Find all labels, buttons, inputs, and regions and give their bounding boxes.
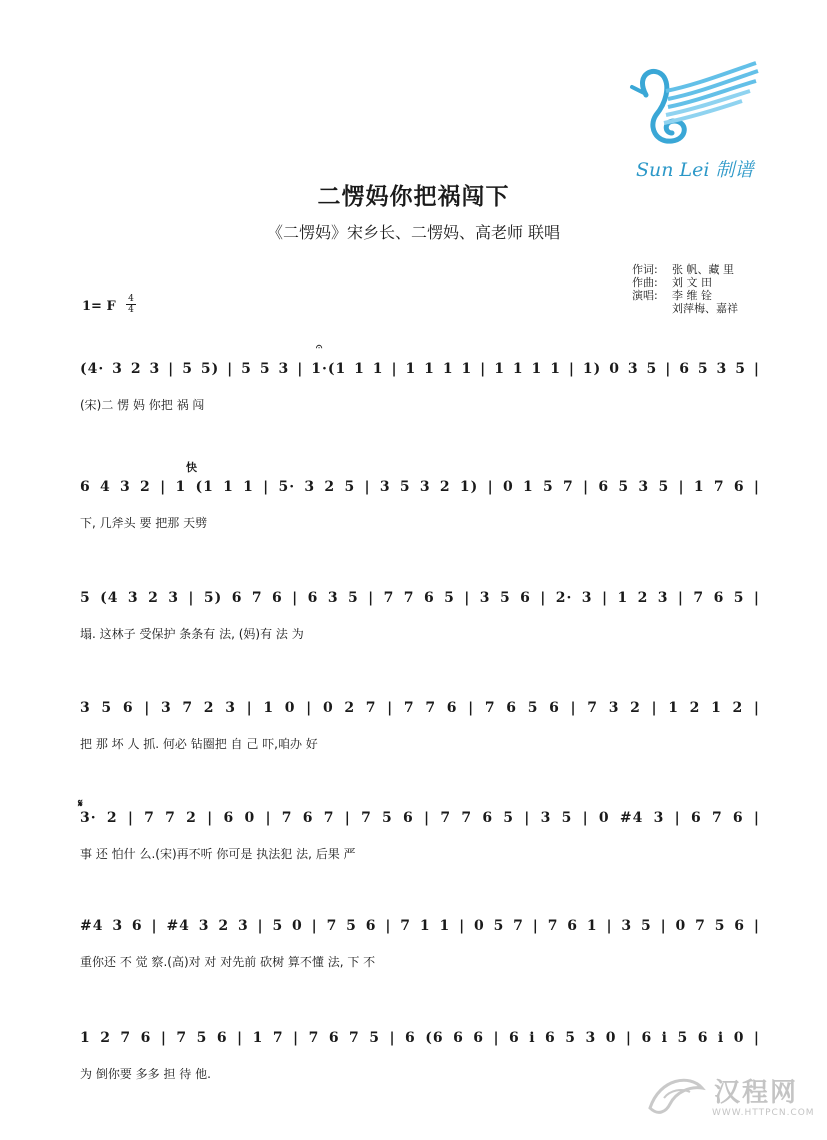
lyrics-line: 为 倒你要 多多 担 待 他. [80, 1067, 211, 1081]
song-title: 二愣妈你把祸闯下 [317, 184, 510, 210]
notation-line: 6 4 3 2 | 1 (1 1 1 | 5· 3 2 5 | 3 5 3 2 1) | 0 1 5 7 | 6 5 3 5 | 1 7 6 | [80, 479, 760, 495]
credit-lyricist [632, 263, 738, 276]
fermata-icon: 𝄐 [316, 340, 323, 353]
notation-line: 1 2 7 6 | 7 5 6 | 1 7 | 7 6 7 5 | 6 (6 6 6 | 6 i 6 5 3 0 | 6 i 5 6 i 0 | [80, 1030, 760, 1046]
credit-label: 作曲: [632, 276, 658, 289]
credit-value: 刘萍梅、嘉祥 [672, 302, 738, 315]
notation-line: 5 (4 3 2 3 | 5) 6 7 6 | 6 3 5 | 7 7 6 5 | 3 5 6 | 2· 3 | 1 2 3 | 7 6 5 | [80, 590, 760, 606]
logo-text: Sun Lei 制谱 [636, 159, 754, 181]
bird-logo-icon [640, 1068, 710, 1124]
lyrics-line: 事 还 怕什 么.(宋)再不听 你可是 执法犯 法, 后果 严 [80, 847, 356, 861]
notation-line: 3 5 6 | 3 7 2 3 | 1 0 | 0 2 7 | 7 7 6 | 7 6 5 6 | 7 3 2 | 1 2 1 2 | [80, 700, 760, 716]
credit-value: 刘 文 田 [672, 276, 712, 289]
credit-singer-2 [632, 302, 738, 315]
lyrics-line: 重你还 不 觉 察.(高)对 对 对先前 砍树 算不懂 法, 下 不 [80, 955, 376, 969]
time-signature [125, 294, 137, 315]
swan-treble-clef-icon [626, 55, 776, 155]
credit-value: 李 维 铨 [672, 289, 712, 302]
lyrics-line: 下, 几斧头 要 把那 天劈 [80, 516, 208, 530]
watermark-url: WWW.HTTPCN.COM [712, 1108, 815, 1118]
song-subtitle: 《二愣妈》宋乡长、二愣妈、高老师 联唱 [266, 223, 561, 242]
notation-line: 3· 2 | 7 7 2 | 6 0 | 7 6 7 | 7 5 6 | 7 7 6 5 | 3 5 | 0 #4 3 | 6 7 6 | [80, 810, 760, 826]
key-signature: 1= F [82, 299, 116, 314]
credit-value: 张 帆、藏 里 [672, 263, 734, 276]
credit-label: 演唱: [632, 289, 658, 302]
time-signature-top: 4 [128, 294, 134, 304]
tempo-mark: 快 [186, 461, 197, 474]
watermark-text: 汉程网 [714, 1078, 799, 1108]
notation-line: (4· 3 2 3 | 5 5) | 5 5 3 | 1·(1 1 1 | 1 1 1 1 | 1 1 1 1 | 1) 0 3 5 | 6 5 3 5 | [80, 361, 760, 377]
credit-composer [632, 276, 738, 289]
segno-icon: 𝄋 [78, 797, 83, 810]
notation-line: #4 3 6 | #4 3 2 3 | 5 0 | 7 5 6 | 7 1 1 | 0 5 7 | 7 6 1 | 3 5 | 0 7 5 6 | [80, 918, 760, 934]
time-signature-bottom: 4 [128, 305, 134, 315]
credit-singer [632, 289, 738, 302]
lyrics-line: (宋)二 愣 妈 你把 祸 闯 [80, 398, 205, 412]
site-watermark [640, 1068, 815, 1128]
credits-block [632, 263, 738, 315]
sunlei-logo [626, 55, 776, 185]
lyrics-line: 把 那 坏 人 抓. 何必 钻圈把 自 己 吓,咱办 好 [80, 737, 318, 751]
lyrics-line: 塌. 这林子 受保护 条条有 法, (妈)有 法 为 [80, 627, 304, 641]
credit-label: 作词: [632, 263, 658, 276]
